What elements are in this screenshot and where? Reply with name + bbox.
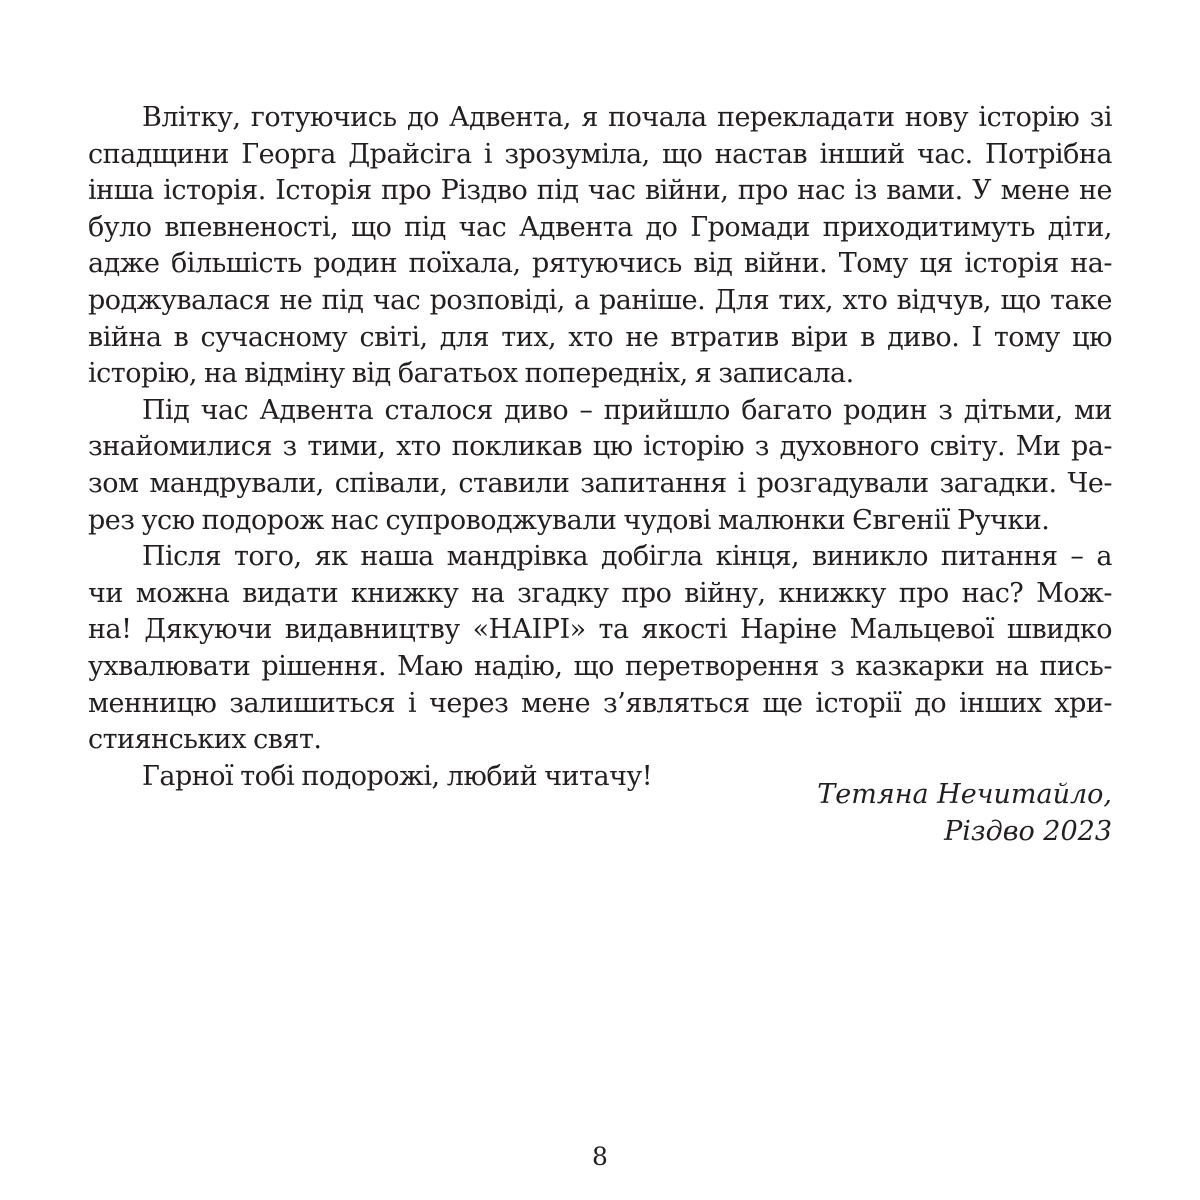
text-line: Під час Адвента сталося диво – прийшло багато родин з дітьми, ми <box>142 394 1112 426</box>
text-line: Влітку, готуючись до Адвента, я почала перекладати нову історію зі <box>142 102 1112 133</box>
text-line: рез усю подорож нас супроводжували чудові малюнки Євгенії Ручки. <box>88 504 1050 536</box>
text-line: війна в сучасному світі, для тих, хто не втратив віри в диво. І тому цю <box>88 321 1112 353</box>
signature-date: Різдво 2023 <box>944 816 1112 847</box>
text-line: інша історія. Історія про Різдво під час війни, про нас із вами. У мене не <box>88 175 1112 207</box>
text-line: роджувалася не під час розповіді, а раніше. Для тих, хто відчув, що таке <box>88 284 1112 316</box>
text-line: стиянських свят. <box>88 724 322 756</box>
page-number: 8 <box>592 1142 608 1171</box>
text-line: спадщини Георга Драйсіга і зрозуміла, що настав інший час. Потрібна <box>88 138 1112 170</box>
signature-author: Тетяна Нечитайло, <box>817 779 1112 810</box>
body-text <box>88 100 1112 795</box>
text-line: менницю залишиться і через мене з’являться ще історії до інших хри- <box>88 687 1112 719</box>
text-line: на! Дякуючи видавництву «НАІРІ» та якості Наріне Мальцевої швидко <box>88 614 1112 646</box>
text-line: зом мандрували, співали, ставили запитання і розгадували загадки. Че- <box>88 467 1112 499</box>
text-line: Після того, як наша мандрівка добігла кінця, виникло питання – а <box>142 541 1112 573</box>
text-line: історію, на відміну від багатьох попередніх, я записала. <box>88 358 854 390</box>
text-line: Гарної тобі подорожі, любий читачу! <box>142 760 653 792</box>
text-line: було впевненості, що під час Адвента до Громади приходитимуть діти, <box>88 211 1112 243</box>
text-line: чи можна видати книжку на згадку про війну, книжку про нас? Мож- <box>88 577 1112 609</box>
text-line: знайомилися з тими, хто покликав цю історію з духовного світу. Ми ра- <box>88 431 1112 463</box>
signature <box>817 776 1112 850</box>
text-line: ухвалювати рішення. Маю надію, що перетворення з казкарки на пись- <box>88 650 1112 682</box>
text-line: адже більшість родин поїхала, рятуючись від війни. Тому ця історія на- <box>88 248 1112 280</box>
